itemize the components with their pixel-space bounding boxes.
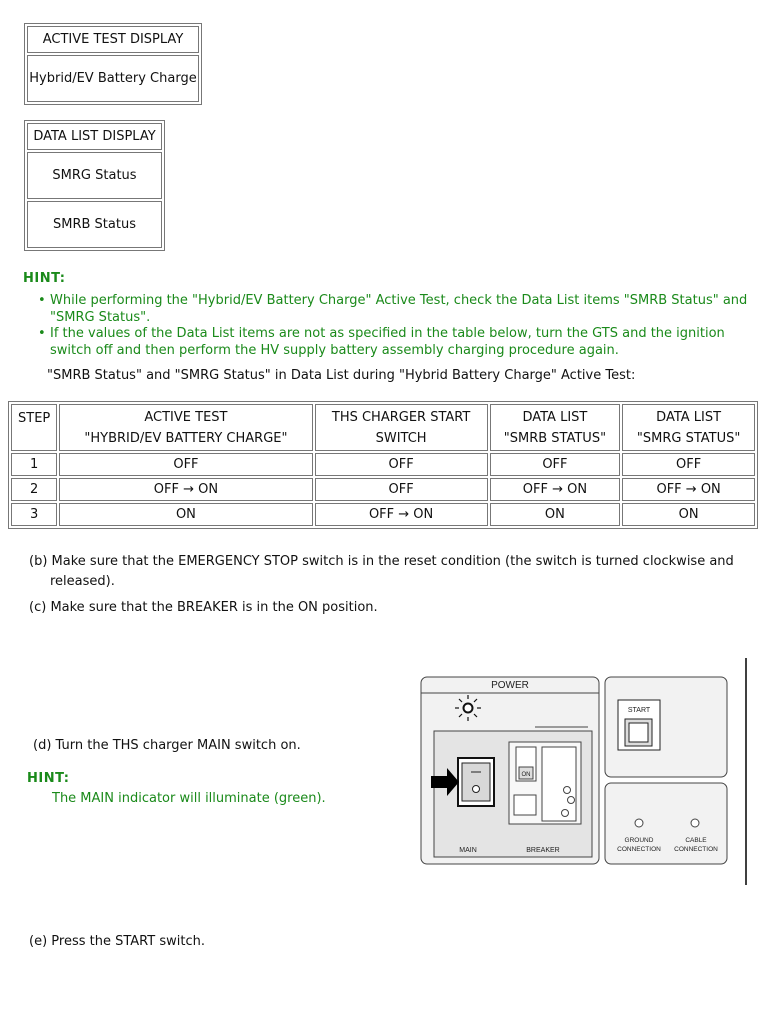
cell: OFF → ON (622, 478, 755, 501)
header-smrg: DATA LIST "SMRG STATUS" (622, 404, 755, 451)
step-b-continued: released). (50, 574, 115, 589)
steps-table-caption: "SMRB Status" and "SMRG Status" in Data List during "Hybrid Battery Charge" Active Test: (47, 368, 636, 383)
cell: OFF (59, 453, 312, 476)
cell: OFF → ON (490, 478, 621, 501)
step-d-text: Turn the THS charger MAIN switch on. (55, 738, 301, 753)
cell: OFF (315, 478, 488, 501)
on-label: ON (521, 772, 531, 778)
header-step: STEP (11, 404, 57, 451)
step-e-label: (e) (29, 934, 48, 949)
breaker-label: BREAKER (526, 847, 560, 854)
step-c-label: (c) (29, 600, 47, 615)
data-list-header: DATA LIST DISPLAY (27, 123, 162, 150)
table-row (11, 478, 755, 501)
cell: 3 (11, 503, 57, 526)
cell: OFF → ON (59, 478, 312, 501)
hint-text: The MAIN indicator will illuminate (green). (52, 791, 326, 806)
ground-connection-label: GROUND (624, 837, 654, 844)
step-e-text: Press the START switch. (51, 934, 205, 949)
cell: ON (59, 503, 312, 526)
steps-header-row (11, 404, 755, 451)
hint-label: HINT: (23, 271, 66, 286)
header-active-test: ACTIVE TEST "HYBRID/EV BATTERY CHARGE" (59, 404, 312, 451)
cell: OFF (315, 453, 488, 476)
hint-list (36, 293, 756, 359)
step-b (29, 552, 759, 572)
cell: 2 (11, 478, 57, 501)
power-label: POWER (491, 680, 529, 691)
active-test-value: Hybrid/EV Battery Charge (27, 55, 199, 102)
cell: ON (622, 503, 755, 526)
step-e (29, 932, 205, 952)
header-smrb: DATA LIST "SMRB STATUS" (490, 404, 621, 451)
hint-label: HINT: (27, 771, 70, 786)
cable-connection-label: CONNECTION (674, 846, 718, 853)
cell: OFF (622, 453, 755, 476)
charger-panel-diagram (410, 655, 755, 890)
step-b-label: (b) (29, 554, 48, 569)
cell: OFF (490, 453, 621, 476)
cable-connection-label: CABLE (685, 837, 707, 844)
table-row (11, 453, 755, 476)
main-label: MAIN (459, 847, 477, 854)
hint-item: • While performing the "Hybrid/EV Battery Charge" Active Test, check the Data List items "SMRB Status" and "SMRG Status". (36, 293, 756, 326)
data-list-item-smrb: SMRB Status (27, 201, 162, 248)
table-row (11, 503, 755, 526)
cell: 1 (11, 453, 57, 476)
step-c-text: Make sure that the BREAKER is in the ON position. (50, 600, 378, 615)
step-d (33, 736, 301, 756)
ground-connection-label: CONNECTION (617, 846, 661, 853)
active-test-header: ACTIVE TEST DISPLAY (27, 26, 199, 53)
cell: OFF → ON (315, 503, 488, 526)
cell: ON (490, 503, 621, 526)
header-charger-start: THS CHARGER START SWITCH (315, 404, 488, 451)
hint-item: • If the values of the Data List items are not as specified in the table below, turn the GTS and the ignition switch off and then perform the HV supply battery assembly charging procedure again. (36, 326, 756, 359)
data-list-display-table (24, 120, 165, 251)
steps-table (8, 401, 758, 529)
step-d-label: (d) (33, 738, 52, 753)
active-test-display-table (24, 23, 202, 105)
step-b-text: Make sure that the EMERGENCY STOP switch is in the reset condition (the switch is turned clockwise and (51, 554, 734, 569)
step-c (29, 598, 378, 618)
start-label: START (627, 707, 651, 714)
data-list-item-smrg: SMRG Status (27, 152, 162, 199)
